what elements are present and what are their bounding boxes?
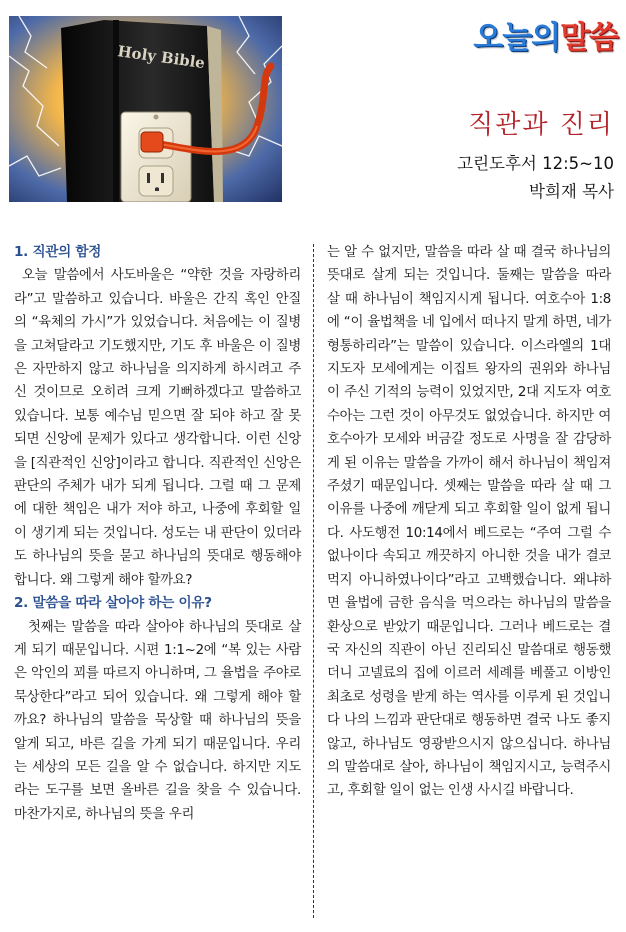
- pastor-name: 박희재 목사: [529, 182, 614, 201]
- left-column: [14, 241, 301, 826]
- book-cover-text: Holy Bible: [116, 42, 207, 73]
- section2-heading: 2. 말씀을 따라 살아야 하는 이유?: [14, 595, 212, 612]
- right-column-text: 는 알 수 없지만, 말씀을 따라 살 때 결국 하나님의 뜻대로 살게 되는 것입니다. 둘째는 말씀을 따라 살 때 하나님이 책임지시게 됩니다. 여호수아 1:8에 “이 율법책을 네 입에서 떠나지 말게 하면, 네가 형통하리라”는 말씀이 있습니다. 이스라엘의 1대 지도자 모세에게는 이집트 왕자의 권위와 하나님이 주신 기적의 능력이 있었지만, 2대 지도자 여호수아는 그런 것이 아무것도 없었습니다. 하지만 여호수아가 모세와 버금갈 정도로 사명을 잘 감당하게 된 이유는 말씀을 가까이 해서 하나님이 책임져 주셨기 때문입니다. 셋째는 말씀을 따라 살 때 그 이유를 나중에 깨닫게 되고 후회할 일이 없게 됩니다. 사도행전 10:14에서 베드로는 “주여 그럴 수 없나이다 속되고 깨끗하지 아니한 것을 내가 결코 먹지 아니하였나이다”라고 고백했습니다. 왜냐하면 율법에 금한 음식을 먹으라는 하나님의 말씀을 환상으로 받았기 때문입니다. 그러나 베드로는 결국 자신의 직관이 아닌 진리되신 말씀대로 행동했더니 고넬료의 집에 이르러 세례를 베풀고 이방인 최초로 성령을 받게 하는 역사를 이루게 된 것입니다 나의 느낌과 판단대로 행동하면 결국 나도 좋지 않고, 하나님도 영광받으시지 않으십니다. 하나님의 말씀대로 살아, 하나님이 책임지시고, 능력주시고, 후회할 일이 없는 인생 사시길 바랍니다.: [327, 245, 611, 799]
- masthead-part2: 말씀: [560, 20, 618, 56]
- masthead-logo: [418, 18, 618, 58]
- masthead-part1: 오늘의: [473, 20, 561, 56]
- section1-heading: 1. 직관의 함정: [14, 244, 102, 260]
- column-divider: [313, 244, 314, 918]
- scripture-reference: 고린도후서 12:5~10: [457, 154, 614, 173]
- section2-text: 첫째는 말씀을 따라 살아야 하나님의 뜻대로 살게 되기 때문입니다. 시편 1:1~2에 “복 있는 사람은 악인의 꾀를 따르지 아니하며, 그 율법을 주야로 묵상한다”라고 되어 있습니다. 왜 그렇게 해야 할까요? 하나님의 말씀을 묵상할 때 하나님의 뜻을 알게 되고, 바른 길을 가게 되기 때문입니다. 우리는 세상의 모든 길을 알 수 없습니다. 하지만 지도라는 도구를 보면 올바른 길을 찾을 수 있습니다. 마찬가지로, 하나님의 뜻을 우리: [14, 619, 301, 822]
- hero-image: [9, 16, 282, 202]
- sermon-title: 직관과 진리: [468, 110, 614, 140]
- right-column: [327, 241, 611, 803]
- section1-text: 오늘 말씀에서 사도바울은 “약한 것을 자랑하리라”고 말씀하고 있습니다. 바울은 간직 혹인 안질의 “육체의 가시”가 있었습니다. 처음에는 이 질병을 고쳐달라고 기도했지만, 기도 후 바울은 이 질병은 자만하지 않고 하나님을 의지하게 하시려고 주신 것이므로 오히려 크게 기뻐하겠다고 말씀하고 있습니다. 보통 예수님 믿으면 잘 되야 하고 잘 못되면 신앙에 문제가 있다고 생각합니다. 이런 신앙을 [직관적인 신앙]이라고 합니다. 직관적인 신앙은 판단의 주체가 내가 되게 됩니다. 그럴 때 그 문제에 대한 책임은 내가 저야 하고, 나중에 후회할 일이 생기게 되는 것입니다. 성도는 내 판단이 있더라도 하나님의 뜻을 묻고 하나님의 뜻대로 행동해야 합니다. 왜 그렇게 해야 할까요?: [14, 268, 301, 588]
